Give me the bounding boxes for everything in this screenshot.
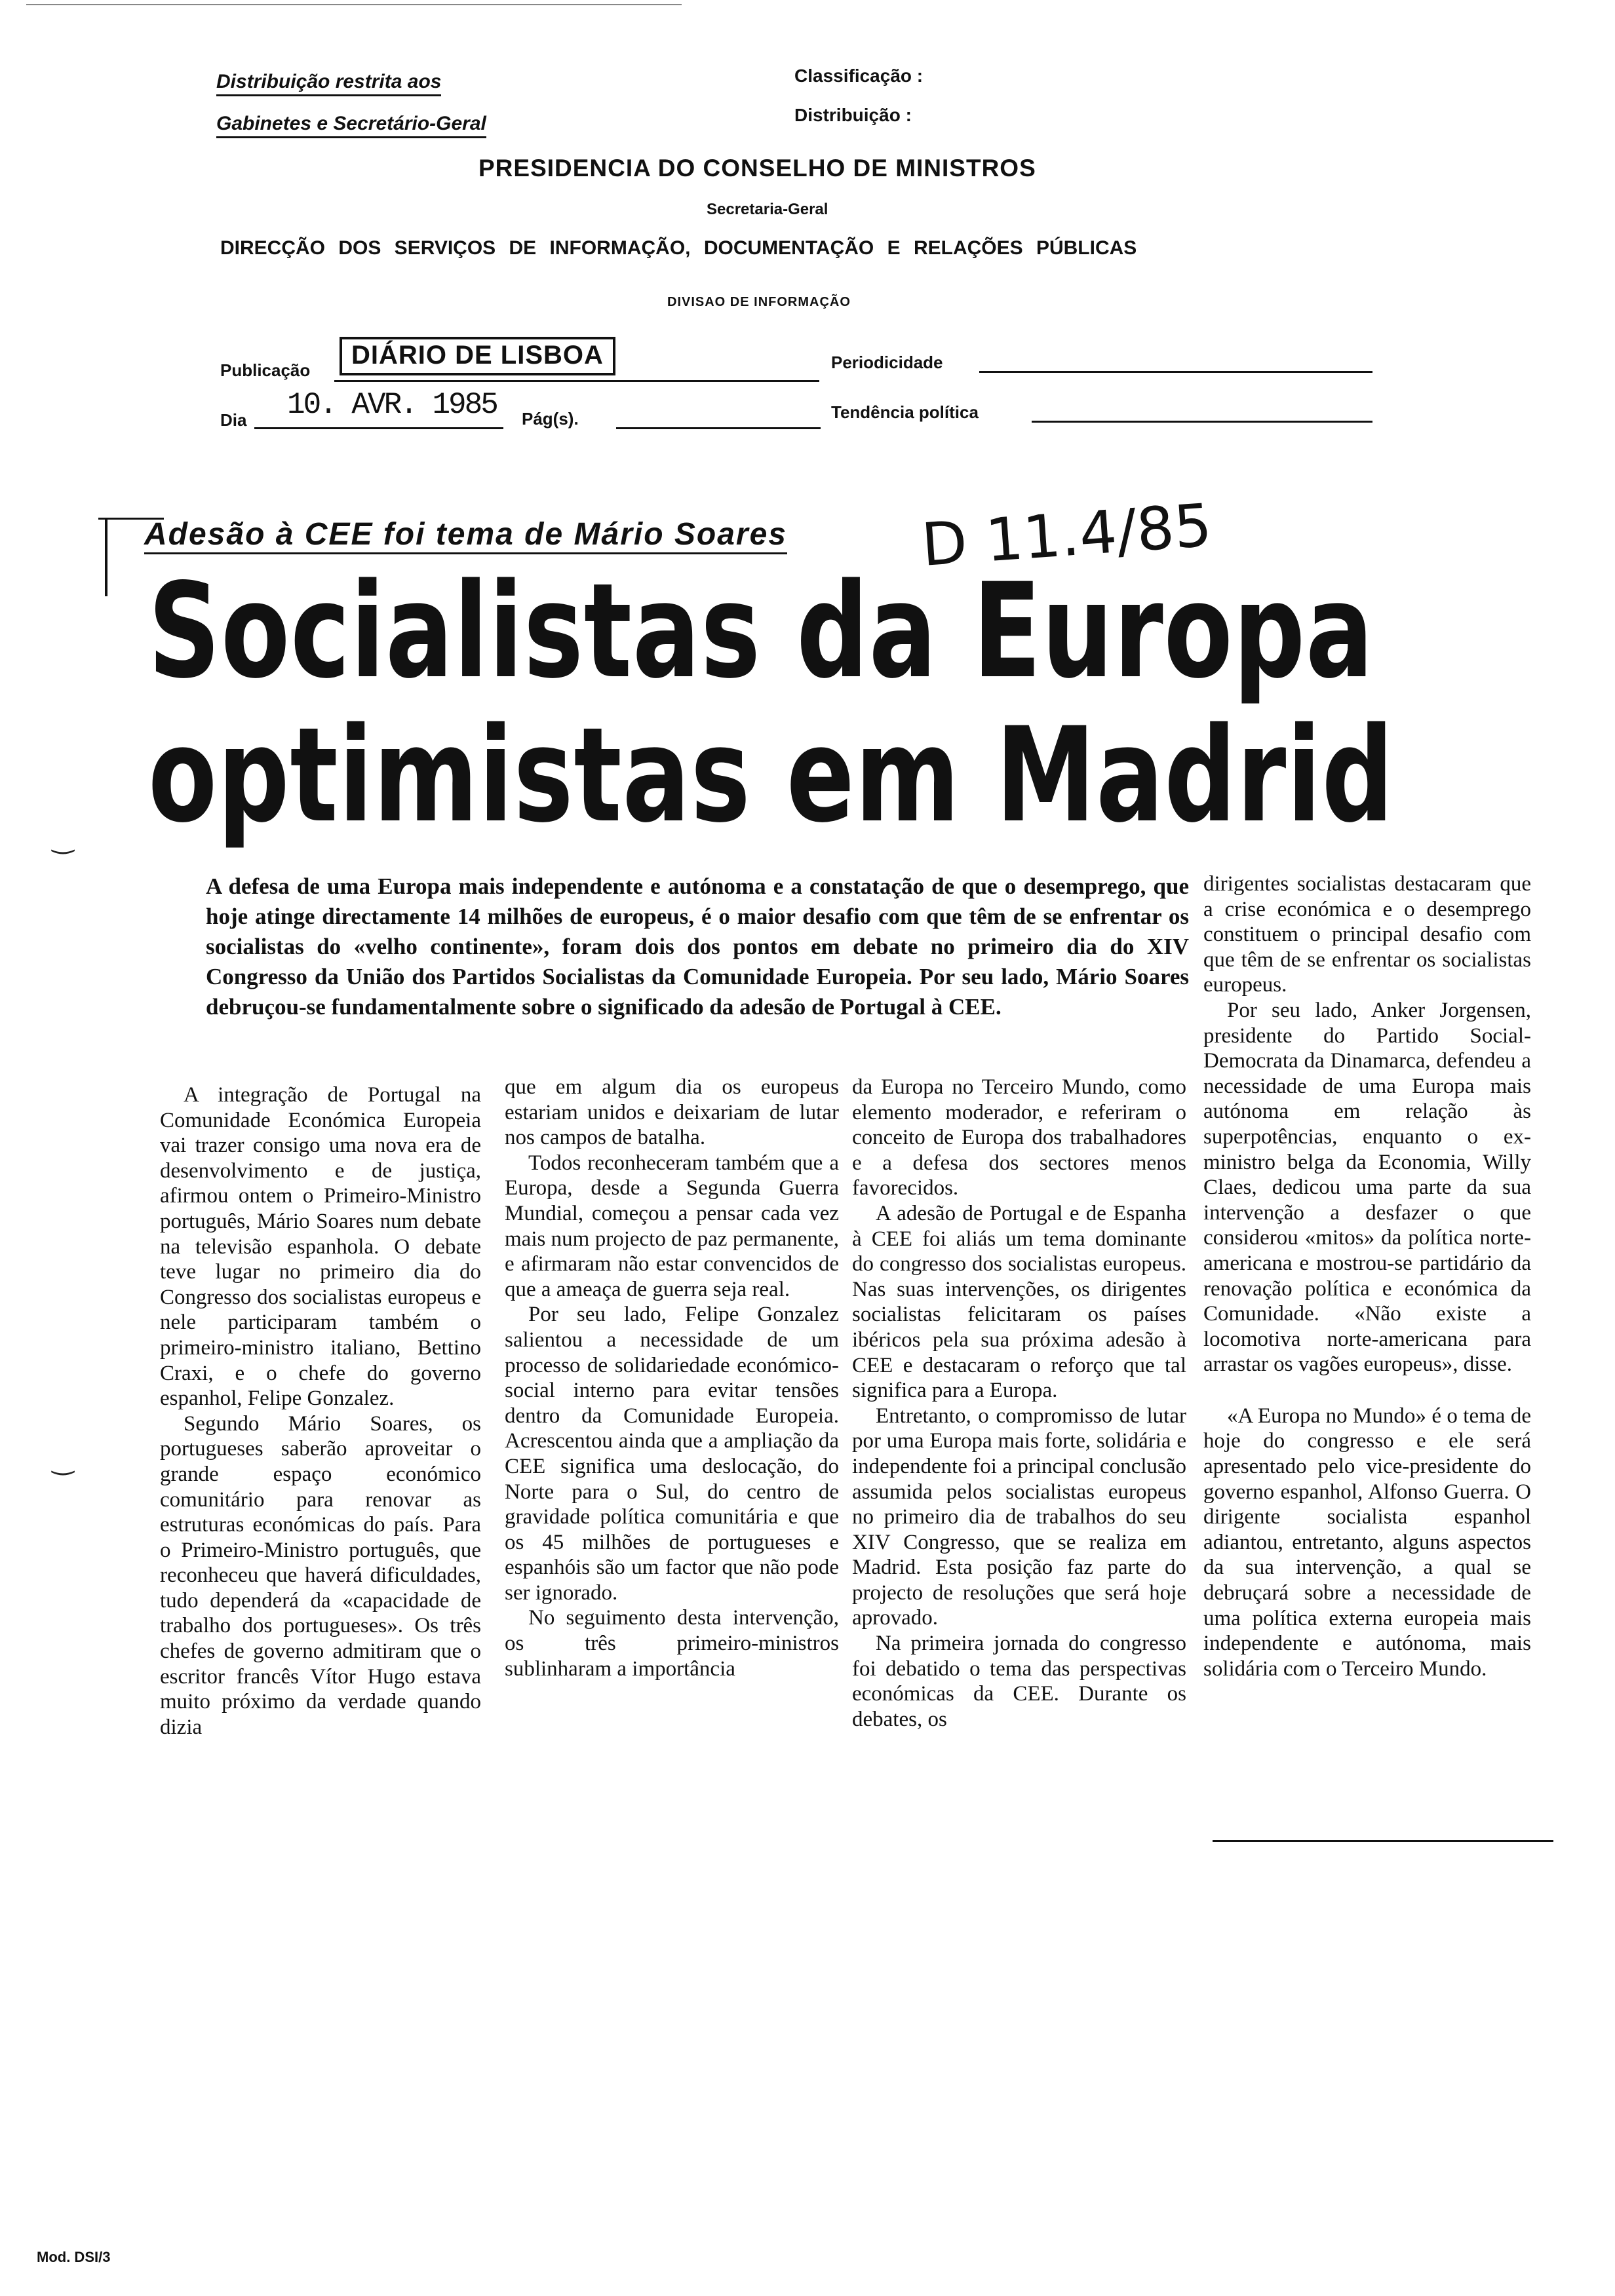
presidency-title: PRESIDENCIA DO CONSELHO DE MINISTROS (478, 155, 1036, 182)
article-column-3 (852, 1075, 1186, 1732)
pages-line (616, 427, 821, 429)
article-kicker: Adesão à CEE foi tema de Mário Soares (144, 516, 787, 554)
form-code: Mod. DSI/3 (37, 2249, 111, 2265)
direction-title: DIRECÇÃO DOS SERVIÇOS DE INFORMAÇÃO, DOCUMENTAÇÃO E RELAÇÕES PÚBLICAS (220, 237, 1137, 259)
secretariat-label: Secretaria-Geral (707, 201, 828, 218)
paragraph: A adesão de Portugal e de Espanha à CEE foi aliás um tema dominante do congresso dos socialistas europeus. Nas suas intervenções, os dirigentes socialistas felicitaram os países ibéricos pela sua próxima adesão à CEE e destacaram o reforço que tal significa para a Europa. (852, 1201, 1186, 1403)
division-label: DIVISAO DE INFORMAÇÃO (667, 295, 851, 309)
paragraph: da Europa no Terceiro Mundo, como elemento moderador, e referiram o conceito de Europa dos trabalhadores e a defesa dos sectores menos favorecidos. (852, 1075, 1186, 1200)
periodicity-line (979, 371, 1372, 373)
article-lead: A defesa de uma Europa mais independente e autónoma e a constatação de que o desemprego, que hoje atinge directamente 14 milhões de europeus, é o maior desafio com que têm de se enfrentar os socialistas do «velho continente», foram dois dos pontos em debate no primeiro dia do XIV Congresso da União dos Partidos Socialistas da Comunidade Europeia. Por seu lado, Mário Soares debruçou-se fundamentalmente sobre o significado da adesão de Portugal à CEE. (206, 873, 1189, 1020)
column-end-rule (1213, 1840, 1553, 1842)
day-line (254, 427, 503, 429)
article-headline-line1: Socialistas da Europa (148, 555, 1374, 708)
distribution-restriction-line2: Gabinetes e Secretário-Geral (216, 113, 486, 138)
distribution-label: Distribuição : (794, 105, 912, 125)
corner-mark-vertical (105, 518, 107, 596)
paragraph: A integração de Portugal na Comunidade Económica Europeia vai trazer consigo uma nova era de desenvolvimento e de justiça, afirmou ontem o Primeiro-Ministro português, Mário Soares num debate na televisão espanhola. O debate teve lugar no primeiro dia do Congresso dos socialistas europeus e nele participaram também o primeiro-ministro italiano, Bettino Craxi, e o chefe do governo espanhol, Felipe Gonzalez. (160, 1083, 481, 1411)
paragraph: «A Europa no Mundo» é o tema de hoje do congresso e ele será apresentado pelo vice-presidente do governo espanhol, Alfonso Guerra. O dirigente socialista espanhol adiantou, entretanto, alguns aspectos da sua intervenção, a qual se debruçará sobre a necessidade de uma política externa europeia mais independente e autónoma, mais solidária com o Terceiro Mundo. (1203, 1404, 1531, 1681)
pages-label: Pág(s). (522, 409, 579, 429)
paragraph: Por seu lado, Felipe Gonzalez salientou a necessidade de um processo de solidariedade económico-social interno para evitar tensões dentro da Comunidade Europeia. Acrescentou ainda que a ampliação da CEE significa uma deslocação, do Norte para o Sul, do centro de gravidade política comunitária e que os 45 milhões de portugueses e espanhóis são um factor que não pode ser ignorado. (505, 1303, 839, 1605)
tendency-label: Tendência política (831, 402, 979, 422)
article-column-4 (1203, 871, 1531, 1681)
paragraph: Segundo Mário Soares, os portugueses saberão aproveitar o grande espaço económico comunitário para renovar as estruturas económicas do país. Para o Primeiro-Ministro português, que reconheceu que haverá dificuldades, tudo dependerá da «capacidade de trabalho dos portugueses». Os três chefes de governo admitiram que o escritor francês Vítor Hugo estava muito próximo da verdade quando dizia (160, 1411, 481, 1739)
handwritten-date-note: D 11.4/85 (919, 491, 1215, 580)
paragraph: dirigentes socialistas destacaram que a crise económica e o desemprego constituem o principal desafio com que têm de se enfrentar os socialistas europeus. (1203, 872, 1531, 997)
distribution-restriction-line1: Distribuição restrita aos (216, 71, 441, 96)
periodicity-label: Periodicidade (831, 353, 943, 372)
article-column-1 (160, 1082, 481, 1740)
paragraph: Na primeira jornada do congresso foi debatido o tema das perspectivas económicas da CEE. Durante os debates, os (852, 1632, 1186, 1731)
scan-edge-line (26, 4, 682, 5)
classification-label: Classificação : (794, 66, 924, 86)
publication-label: Publicação (220, 360, 311, 380)
publication-line (334, 380, 819, 382)
day-label: Dia (220, 410, 247, 430)
article-column-2 (505, 1075, 839, 1681)
paragraph: No seguimento desta intervenção, os três primeiro-ministros sublinharam a importância (505, 1606, 839, 1681)
article-headline-line2: optimistas em Madrid (148, 699, 1394, 852)
date-stamp: 10. AVR. 1985 (287, 388, 497, 422)
publication-stamp: DIÁRIO DE LISBOA (340, 337, 615, 375)
tendency-line (1032, 421, 1372, 423)
margin-mark: ‿ (52, 825, 74, 854)
paragraph: que em algum dia os europeus estariam unidos e deixariam de lutar nos campos de batalha. (505, 1075, 839, 1150)
margin-mark: ‿ (52, 1446, 74, 1475)
paragraph: Entretanto, o compromisso de lutar por uma Europa mais forte, solidária e independente foi a principal conclusão assumida pelos socialistas europeus no primeiro dia de trabalhos do seu XIV Congresso, que se realiza em Madrid. Esta posição faz parte do projecto de resoluções que será hoje aprovado. (852, 1404, 1186, 1630)
paragraph: Por seu lado, Anker Jorgensen, presidente do Partido Social-Democrata da Dinamarca, defendeu a necessidade de uma Europa mais autónoma em relação às superpotências, enquanto o ex-ministro belga da Economia, Willy Claes, dedicou uma parte da sua intervenção a desfazer o que considerou «mitos» da política norte-americana e mostrou-se partidário da renovação política e económica da Comunidade. «Não existe a locomotiva norte-americana para arrastar os vagões europeus», disse. (1203, 998, 1531, 1377)
paragraph: Todos reconheceram também que a Europa, desde a Segunda Guerra Mundial, começou a pensar cada vez mais num projecto de paz permanente, e afirmaram não estar convencidos de que a ameaça de guerra seja real. (505, 1151, 839, 1301)
